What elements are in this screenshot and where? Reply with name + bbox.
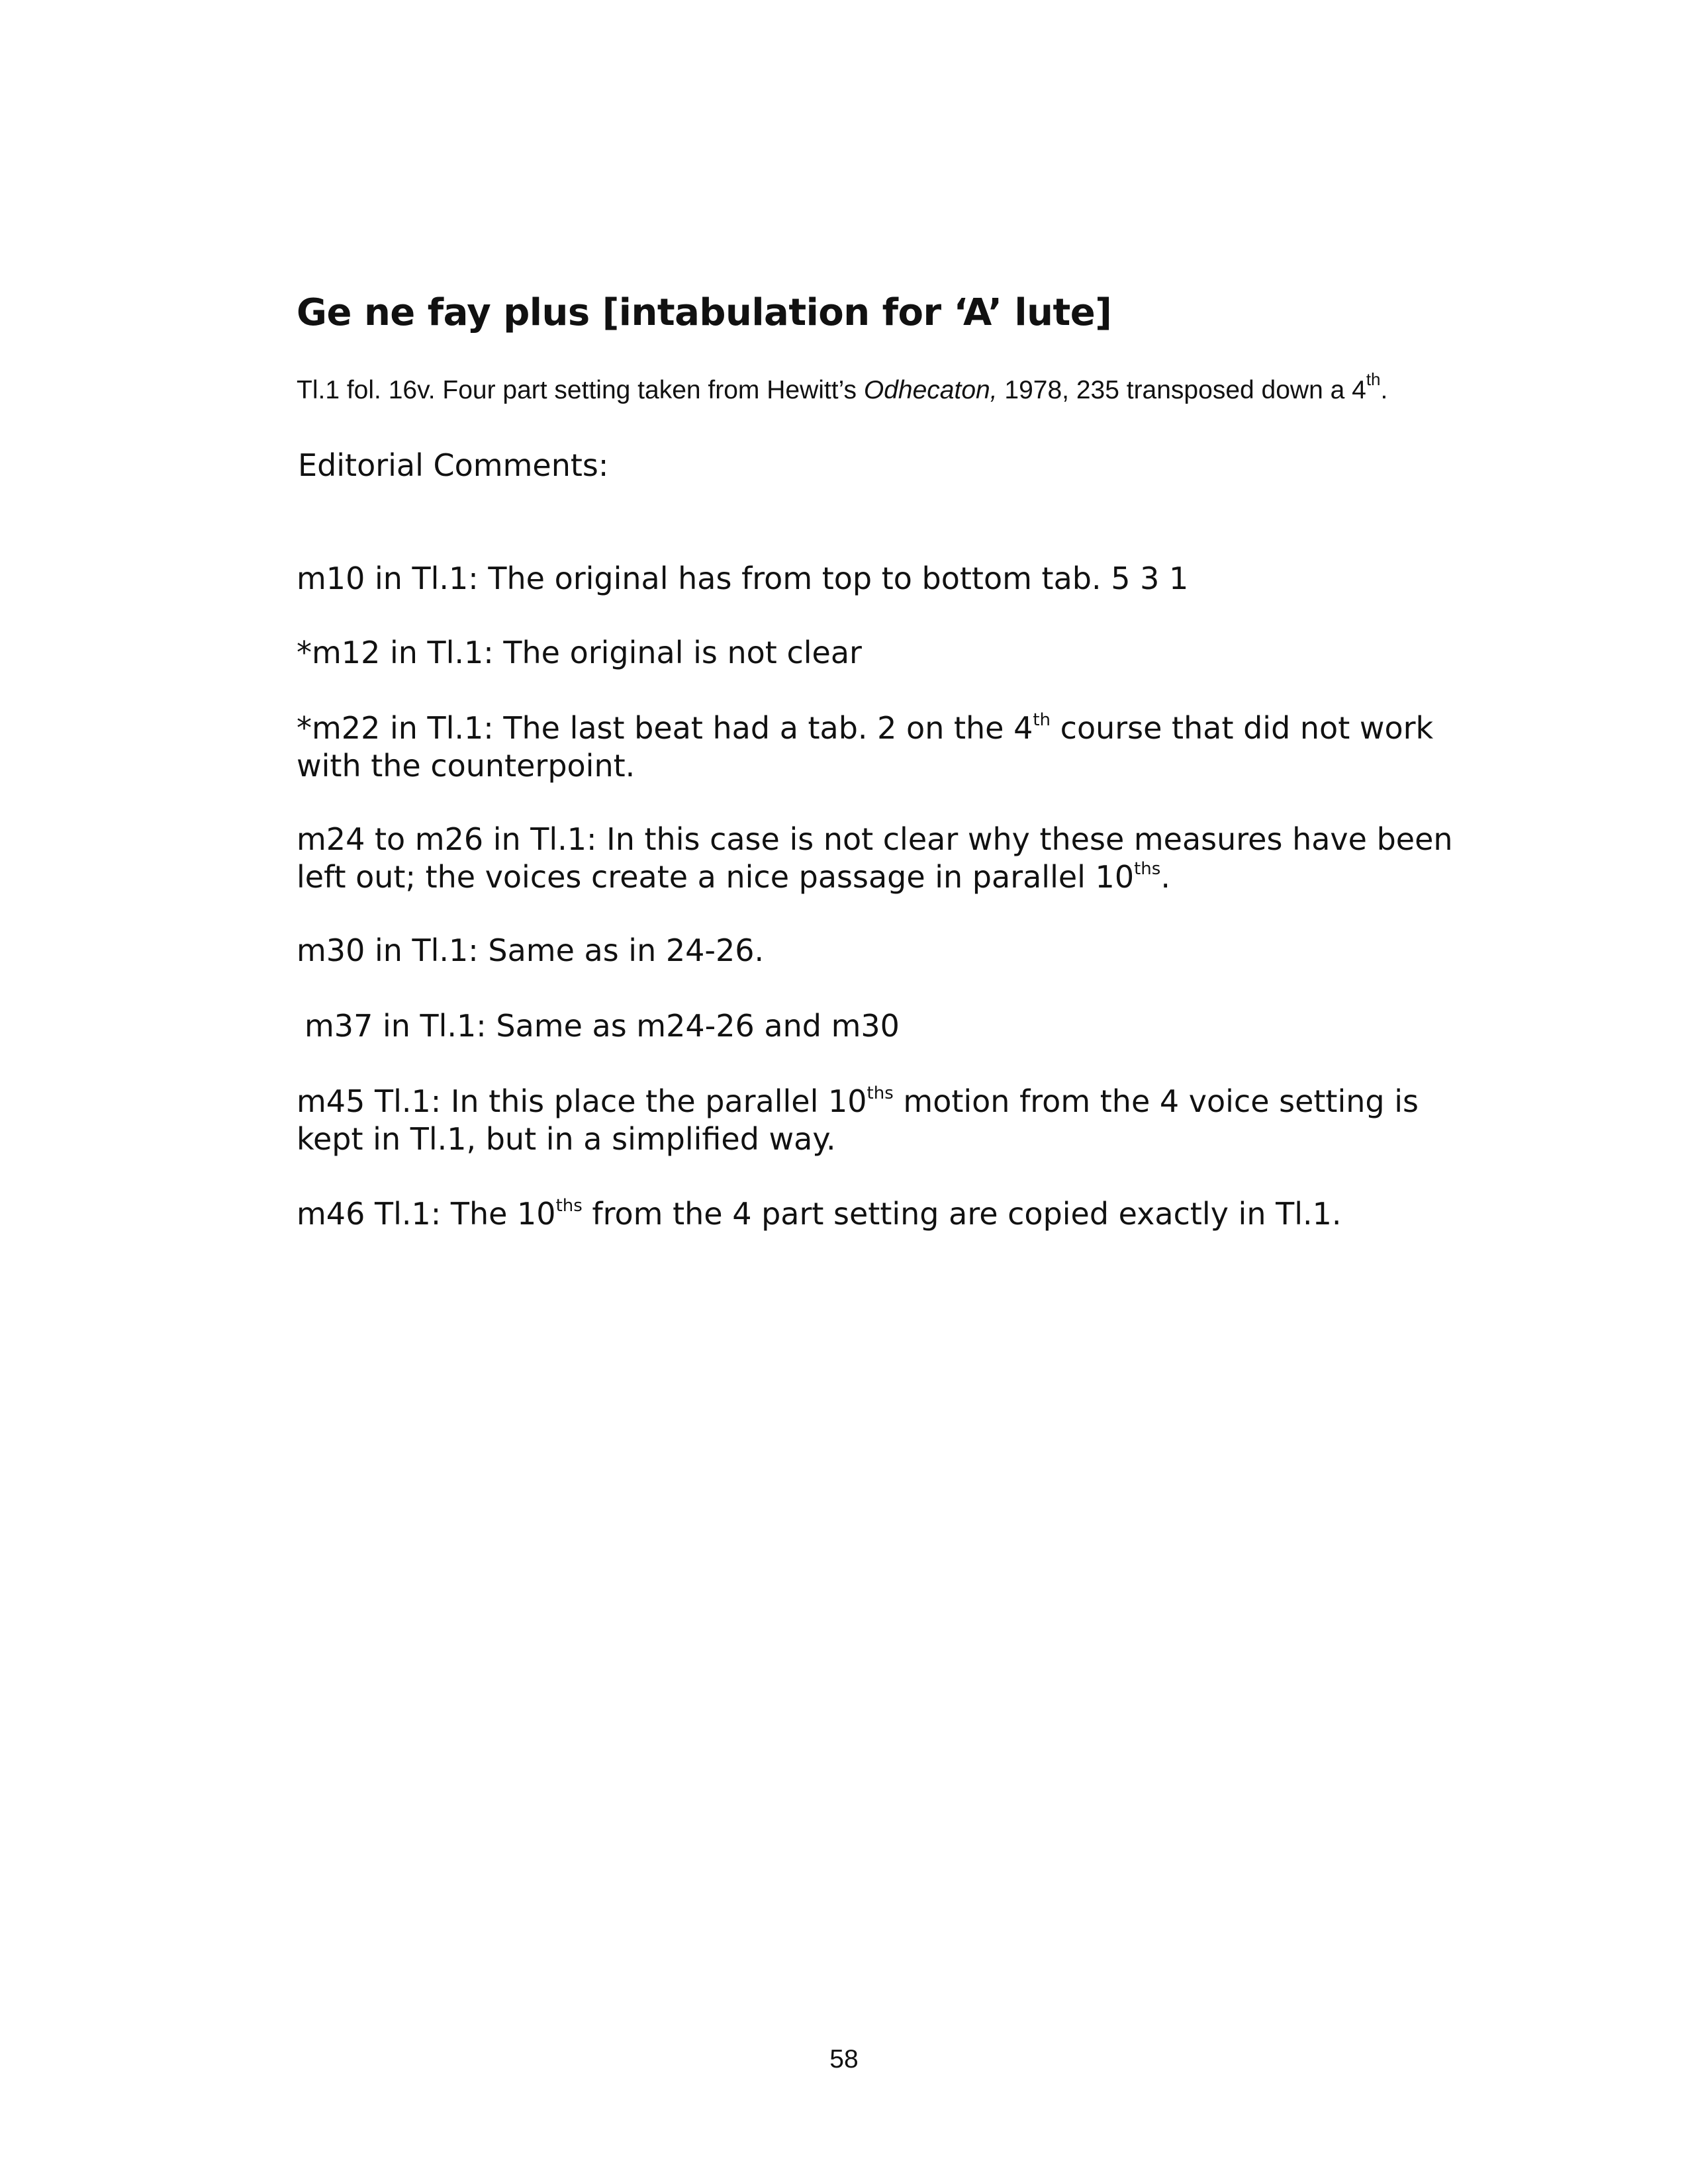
page-title: Ge ne fay plus [intabulation for ‘A’ lute]: [297, 291, 1112, 334]
comment-m46-text-b: from the 4 part setting are copied exactly in Tl.1.: [582, 1196, 1342, 1232]
comment-m24-m26: [297, 821, 1481, 896]
source-prefix: Tl.1 fol. 16v. Four part setting taken from Hewitt’s: [297, 376, 864, 404]
comment-m37: m37 in Tl.1: Same as m24-26 and m30: [305, 1008, 900, 1044]
comment-m45-text-a: m45 Tl.1: In this place the parallel 10: [297, 1083, 867, 1119]
comment-m45-superscript: ths: [867, 1083, 894, 1103]
comment-m22: [297, 709, 1481, 785]
comment-m45-text-b: motion from the 4 voice setting is kept in Tl.1, but in a simplified way.: [297, 1083, 1419, 1157]
comment-m46: [297, 1195, 1481, 1233]
comment-m46-superscript: ths: [555, 1196, 583, 1216]
source-note: [297, 369, 1388, 405]
comment-m30: m30 in Tl.1: Same as in 24-26.: [297, 933, 765, 968]
page-number: 58: [829, 2045, 859, 2073]
source-superscript: th: [1366, 369, 1381, 389]
source-end: .: [1380, 376, 1388, 404]
comment-m22-text-b: course that did not work with the counterpoint.: [297, 710, 1434, 784]
comment-m12: *m12 in Tl.1: The original is not clear: [297, 635, 862, 670]
comment-m24-superscript: ths: [1134, 859, 1161, 879]
comment-m10: m10 in Tl.1: The original has from top to bottom tab. 5 3 1: [297, 561, 1189, 596]
comment-m22-superscript: th: [1033, 710, 1051, 730]
comment-m46-text-a: m46 Tl.1: The 10: [297, 1196, 556, 1232]
comment-m22-text-a: *m22 in Tl.1: The last beat had a tab. 2 on the 4: [297, 710, 1033, 746]
source-suffix: 1978, 235 transposed down a 4: [997, 376, 1366, 404]
comment-m45: [297, 1083, 1481, 1158]
comment-m24-text-a: m24 to m26 in Tl.1: In this case is not clear why these measures have been left out; the voices create a nice passage in parallel 10: [297, 821, 1453, 895]
source-italic-title: Odhecaton,: [863, 376, 998, 404]
editorial-heading: Editorial Comments:: [298, 447, 609, 483]
comment-m24-text-b: .: [1160, 859, 1170, 895]
